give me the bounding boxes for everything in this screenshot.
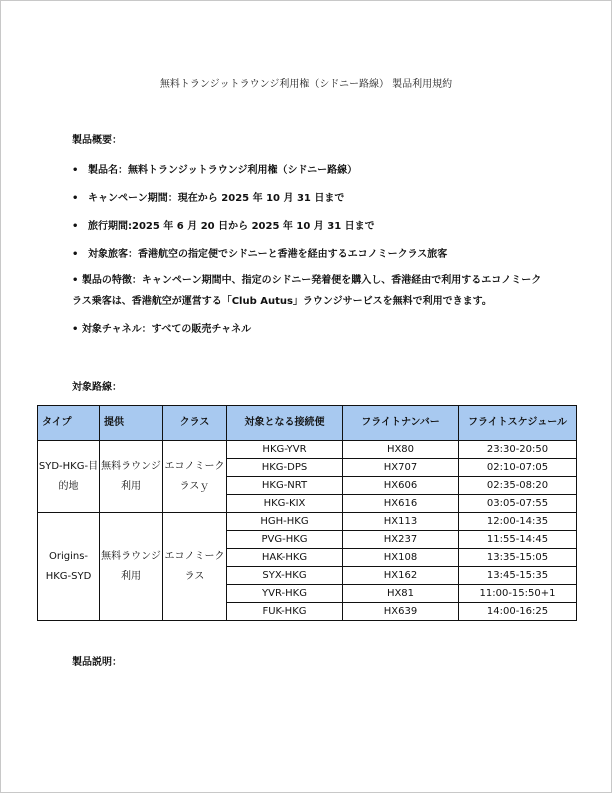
header-type: タイプ (38, 406, 100, 441)
bullet-mark: • (72, 193, 79, 204)
overview-heading: 製品概要： (72, 135, 122, 146)
product-features: • 製品の特徴：キャンペーン期間中、指定のシドニー発着便を購入し、香港経由で利用するエコノミークラス乗客は、香港航空が運営する「Club Autus」ラウンジサービスを無料で利用できます。 (72, 275, 542, 307)
table-row (38, 441, 577, 459)
schedule-cell: 02:10-07:05 (459, 459, 577, 477)
schedule-cell: 14:00-16:25 (459, 603, 577, 621)
schedule-cell: 02:35-08:20 (459, 477, 577, 495)
bullet-mark: • (72, 249, 79, 260)
flight-cell: HX707 (343, 459, 459, 477)
header-flight-number: フライトナンバー (343, 406, 459, 441)
route-cell: HKG-DPS (227, 459, 343, 477)
flight-cell: HX108 (343, 549, 459, 567)
bullet-campaign-period (72, 189, 344, 204)
group-provide: 無料ラウンジ利用 (100, 441, 163, 513)
routes-heading: 対象路線： (72, 382, 122, 393)
bullet-text: 対象旅客：香港航空の指定便でシドニーと香港を経由するエコノミークラス旅客 (88, 249, 448, 260)
flight-cell: HX113 (343, 513, 459, 531)
schedule-cell: 13:45-15:35 (459, 567, 577, 585)
table-header-row (38, 406, 577, 441)
flight-cell: HX606 (343, 477, 459, 495)
flight-cell: HX639 (343, 603, 459, 621)
header-flight-schedule: フライトスケジュール (459, 406, 577, 441)
route-cell: HKG-KIX (227, 495, 343, 513)
flight-cell: HX162 (343, 567, 459, 585)
schedule-cell: 03:05-07:55 (459, 495, 577, 513)
bullet-text: キャンペーン期間：現在から 2025 年 10 月 31 日まで (88, 193, 345, 204)
header-connecting-flight: 対象となる接続便 (227, 406, 343, 441)
route-cell: FUK-HKG (227, 603, 343, 621)
route-cell: SYX-HKG (227, 567, 343, 585)
bullet-travel-period (72, 217, 375, 232)
schedule-cell: 11:55-14:45 (459, 531, 577, 549)
schedule-cell: 23:30-20:50 (459, 441, 577, 459)
bullet-text: 旅行期間:2025 年 6 月 20 日から 2025 年 10 月 31 日まで (88, 221, 375, 232)
target-channel: • 対象チャネル：すべての販売チャネル (72, 324, 252, 335)
bullet-mark: • (72, 221, 79, 232)
flight-cell: HX80 (343, 441, 459, 459)
routes-table (37, 405, 577, 621)
bullet-eligible-passengers (72, 245, 447, 260)
flight-cell: HX237 (343, 531, 459, 549)
description-heading: 製品説明： (72, 657, 122, 668)
flight-cell: HX81 (343, 585, 459, 603)
schedule-cell: 11:00-15:50+1 (459, 585, 577, 603)
route-cell: YVR-HKG (227, 585, 343, 603)
header-provide: 提供 (100, 406, 163, 441)
schedule-cell: 12:00-14:35 (459, 513, 577, 531)
bullet-mark: • (72, 165, 79, 176)
route-cell: HKG-NRT (227, 477, 343, 495)
group-type: SYD-HKG-目的地 (38, 441, 100, 513)
route-cell: HKG-YVR (227, 441, 343, 459)
table-row (38, 513, 577, 531)
route-cell: HGH-HKG (227, 513, 343, 531)
document-title: 無料トランジットラウンジ利用権（シドニー路線） 製品利用規約 (159, 79, 453, 90)
group-class: エコノミークラスｙ (163, 441, 227, 513)
group-type: Origins-HKG-SYD (38, 513, 100, 621)
group-class: エコノミークラス (163, 513, 227, 621)
route-cell: PVG-HKG (227, 531, 343, 549)
bullet-text: 製品名：無料トランジットラウンジ利用権（シドニー路線） (88, 165, 358, 176)
bullet-product-name (72, 161, 357, 176)
schedule-cell: 13:35-15:05 (459, 549, 577, 567)
route-cell: HAK-HKG (227, 549, 343, 567)
group-provide: 無料ラウンジ利用 (100, 513, 163, 621)
header-class: クラス (163, 406, 227, 441)
flight-cell: HX616 (343, 495, 459, 513)
